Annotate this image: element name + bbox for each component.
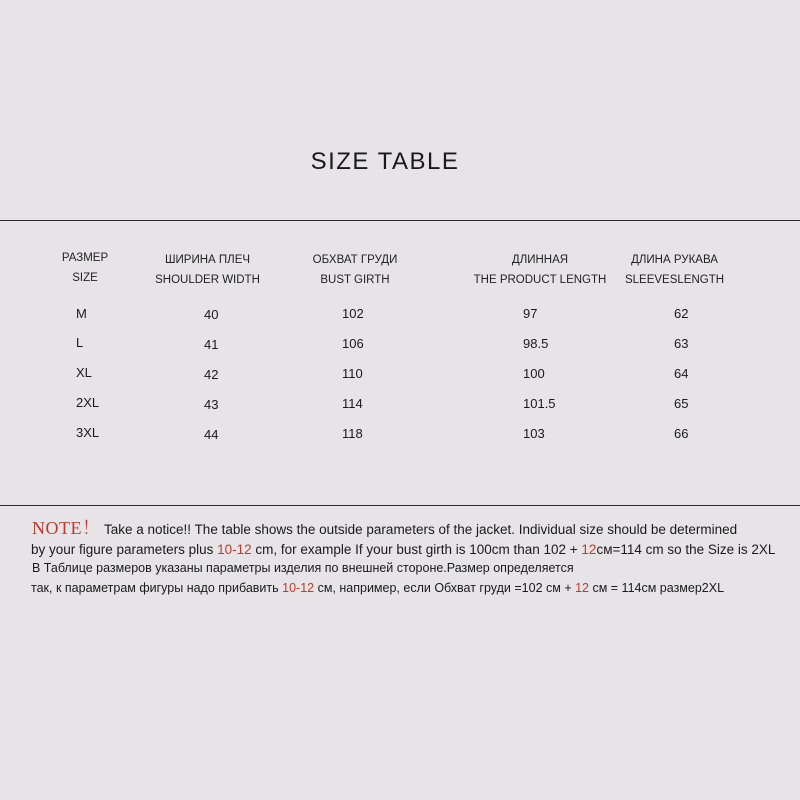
column-header-ru: ДЛИННАЯ — [511, 254, 569, 266]
table-cell-bust: 114 — [342, 396, 363, 411]
column-header-ru: ДЛИНА РУКАВА — [631, 254, 718, 266]
table-cell-length: 103 — [523, 426, 545, 441]
note-text: см, например, если Обхват груди =102 см + — [314, 580, 576, 595]
table-cell-size: 3XL — [76, 425, 100, 440]
column-header-shoulder — [150, 250, 265, 290]
table-cell-shoulder: 40 — [204, 307, 219, 322]
column-header-ru: ШИРИНА ПЛЕЧ — [164, 254, 251, 266]
note-line-4 — [31, 579, 800, 599]
table-cell-shoulder: 41 — [204, 337, 219, 352]
note-text: см=114 cm so the Size is 2XL — [596, 541, 776, 557]
note-text: Take a notice!! The table shows the outside parameters of the jacket. Individual size should be determined — [100, 522, 738, 537]
table-cell-length: 100 — [523, 366, 545, 381]
table-cell-shoulder: 42 — [204, 367, 219, 382]
note-text: by your figure parameters plus — [31, 541, 218, 557]
table-cell-bust: 102 — [342, 306, 364, 321]
page-title: SIZE TABLE — [310, 148, 460, 175]
note-text: cm, for example If your bust girth is 100cm than 102 + — [251, 541, 582, 557]
note-text: см = 114см размер2XL — [589, 580, 725, 595]
top-divider — [0, 220, 800, 221]
table-cell-shoulder: 43 — [204, 397, 219, 412]
table-cell-shoulder: 44 — [204, 427, 219, 442]
table-cell-length: 98.5 — [523, 336, 549, 351]
column-header-length — [470, 250, 610, 290]
table-cell-length: 97 — [523, 306, 538, 321]
table-cell-bust: 106 — [342, 336, 364, 351]
column-header-en: SIZE — [72, 272, 98, 284]
column-header-ru: ОБХВАТ ГРУДИ — [312, 254, 398, 266]
table-cell-sleeve: 62 — [674, 306, 689, 321]
table-cell-size: 2XL — [76, 395, 100, 410]
column-header-ru: РАЗМЕР — [61, 252, 109, 264]
column-header-en: SHOULDER WIDTH — [155, 274, 260, 286]
column-header-sleeve — [622, 250, 727, 290]
table-cell-sleeve: 63 — [674, 336, 689, 351]
table-cell-bust: 110 — [342, 366, 363, 381]
note-highlight: 10-12 — [282, 580, 315, 595]
column-header-size — [60, 248, 110, 288]
note-line-2 — [31, 540, 800, 560]
note-highlight: 10-12 — [217, 541, 252, 557]
table-cell-length: 101.5 — [523, 396, 556, 411]
table-cell-sleeve: 64 — [674, 366, 689, 381]
note-line-3 — [32, 559, 800, 579]
table-cell-bust: 118 — [342, 426, 363, 441]
note-line-1 — [32, 519, 800, 540]
table-cell-size: L — [76, 335, 84, 350]
note-text: так, к параметрам фигуры надо прибавить — [31, 580, 283, 595]
note-highlight: 12 — [575, 580, 589, 595]
note-text: В Таблице размеров указаны параметры изделия по внешней стороне.Размер определяется — [32, 561, 574, 575]
column-header-en: SLEEVESLENGTH — [624, 274, 725, 286]
table-cell-sleeve: 65 — [674, 396, 689, 411]
bottom-divider — [0, 505, 800, 506]
column-header-bust — [305, 250, 405, 290]
note-highlight: 12 — [581, 541, 597, 557]
table-cell-sleeve: 66 — [674, 426, 689, 441]
table-cell-size: M — [76, 306, 87, 321]
table-cell-size: XL — [76, 365, 92, 380]
column-header-en: THE PRODUCT LENGTH — [473, 274, 607, 286]
column-header-en: BUST GIRTH — [320, 274, 390, 286]
note-block — [32, 519, 800, 598]
note-label: NOTE！ — [32, 518, 101, 538]
